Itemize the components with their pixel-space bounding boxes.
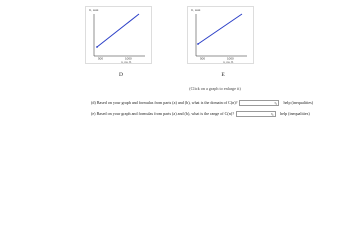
domain-answer-input[interactable]	[239, 100, 279, 106]
graph-e[interactable]	[187, 6, 254, 64]
question-e-label: (e) Based on your graph and formulas from parts (a) and (b), what is the range of C(n)?	[91, 111, 235, 116]
graph-d-y-label: C, cost	[89, 8, 99, 12]
pencil-icon[interactable]: ✎	[270, 111, 275, 117]
graph-d-x-tick-500: 500	[98, 56, 104, 61]
question-d-row	[91, 98, 350, 107]
graph-d-caption: D	[119, 72, 123, 78]
graph-d-start-point	[96, 46, 98, 48]
graph-e-frame	[188, 7, 254, 64]
range-answer-input[interactable]	[236, 111, 276, 117]
graph-d-x-label: n, no. ft.	[121, 60, 132, 64]
graph-e-x-label: n, no. ft.	[223, 60, 234, 64]
question-d-label: (d) Based on your graph and formulas from parts (a) and (b), what is the domain of C(n)?	[91, 100, 238, 105]
pencil-icon[interactable]: ✎	[274, 100, 278, 106]
graph-e-caption: E	[221, 72, 225, 78]
enlarge-hint: (Click on a graph to enlarge it)	[189, 86, 241, 91]
help-inequalities-link-d[interactable]: help (inequalities)	[283, 100, 314, 105]
graph-e-x-tick-500: 500	[200, 56, 206, 61]
graph-e-start-point	[197, 43, 199, 45]
question-e-row	[91, 109, 350, 118]
graph-d[interactable]	[85, 6, 152, 64]
graph-e-y-label: C, cost	[191, 8, 201, 12]
graph-d-frame	[86, 7, 152, 64]
graph-e-x-tick-1000: 1000	[227, 56, 234, 61]
help-inequalities-link-e[interactable]: help (inequalities)	[280, 111, 310, 116]
graph-d-x-tick-1000: 1000	[125, 56, 132, 61]
